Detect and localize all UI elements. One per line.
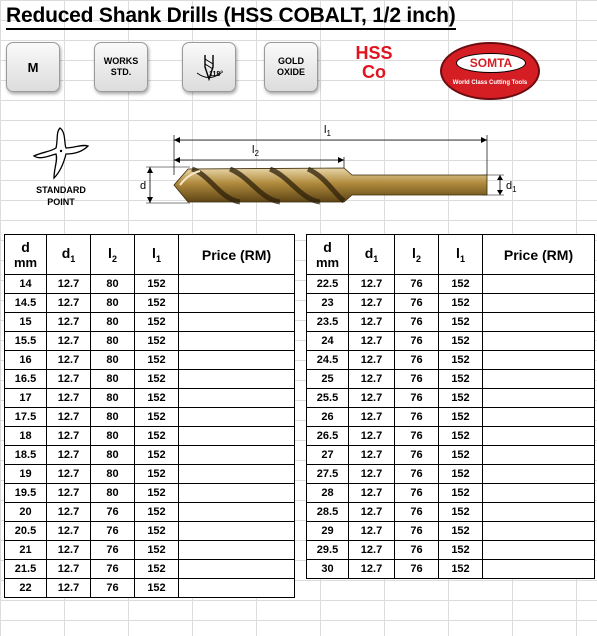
cell-d1: 12.7 [349, 541, 395, 560]
table-row [307, 503, 595, 522]
table-row [5, 503, 295, 522]
cell-l1: 152 [439, 351, 483, 370]
table-row [5, 522, 295, 541]
cell-d1: 12.7 [349, 503, 395, 522]
cell-l1: 152 [135, 465, 179, 484]
table-row [5, 389, 295, 408]
table-row [307, 275, 595, 294]
badge-point-angle-label: 118° [208, 71, 224, 78]
cell-price[interactable] [483, 408, 595, 427]
cell-d1: 12.7 [349, 408, 395, 427]
cell-d1: 12.7 [47, 579, 91, 598]
table-row [307, 484, 595, 503]
cell-price[interactable] [179, 446, 295, 465]
dim-d: d [140, 180, 147, 192]
somta-logo-tagline: World Class Cutting Tools [452, 80, 528, 86]
dim-l1: $l_1$ [324, 124, 331, 139]
cell-l2: 76 [395, 465, 439, 484]
left-rows [5, 275, 295, 598]
cell-price[interactable] [179, 465, 295, 484]
cell-l1: 152 [135, 579, 179, 598]
cell-l2: 80 [91, 446, 135, 465]
cell-d1: 12.7 [349, 389, 395, 408]
cell-l2: 76 [395, 408, 439, 427]
cell-price[interactable] [483, 294, 595, 313]
table-header-row [5, 235, 295, 275]
table-row [307, 370, 595, 389]
table-row [307, 560, 595, 579]
cell-l1: 152 [439, 465, 483, 484]
cell-d: 27.5 [307, 465, 349, 484]
cell-d1: 12.7 [47, 541, 91, 560]
cell-d: 18 [5, 427, 47, 446]
cell-price[interactable] [179, 332, 295, 351]
table-row [5, 560, 295, 579]
cell-d1: 12.7 [349, 313, 395, 332]
cell-price[interactable] [179, 560, 295, 579]
cell-l1: 152 [439, 294, 483, 313]
somta-logo [440, 42, 540, 100]
cell-d1: 12.7 [349, 275, 395, 294]
table-row [5, 446, 295, 465]
cell-d1: 12.7 [349, 351, 395, 370]
cell-l2: 76 [395, 332, 439, 351]
table-row [5, 351, 295, 370]
cell-l1: 152 [135, 484, 179, 503]
table-row [5, 408, 295, 427]
cell-price[interactable] [179, 351, 295, 370]
cell-l2: 76 [395, 351, 439, 370]
cell-l2: 80 [91, 389, 135, 408]
badge-point-angle [182, 42, 236, 92]
cell-l1: 152 [135, 294, 179, 313]
hss-co-line1: HSS [355, 43, 393, 63]
cell-l2: 80 [91, 427, 135, 446]
cell-d: 21.5 [5, 560, 47, 579]
cell-l2: 80 [91, 294, 135, 313]
table-header-row [307, 235, 595, 275]
badge-gold-oxide [264, 42, 318, 92]
cell-l1: 152 [135, 446, 179, 465]
col-d1: $d_1$ [47, 235, 91, 275]
cell-l1: 152 [135, 503, 179, 522]
table-row [307, 522, 595, 541]
cell-price[interactable] [483, 332, 595, 351]
cell-l1: 152 [439, 522, 483, 541]
dim-d1: $d_1$ [506, 180, 517, 195]
cell-d1: 12.7 [47, 465, 91, 484]
cell-d: 30 [307, 560, 349, 579]
col-l1: $l_1$ [439, 235, 483, 275]
cell-d1: 12.7 [349, 427, 395, 446]
cell-d1: 12.7 [47, 294, 91, 313]
cell-d: 28 [307, 484, 349, 503]
cell-l1: 152 [439, 503, 483, 522]
cell-l2: 80 [91, 484, 135, 503]
cell-d1: 12.7 [349, 465, 395, 484]
somta-logo-name: SOMTA [456, 53, 526, 73]
cell-l1: 152 [439, 560, 483, 579]
cell-price[interactable] [483, 370, 595, 389]
cell-price[interactable] [483, 503, 595, 522]
cell-price[interactable] [483, 484, 595, 503]
cell-price[interactable] [483, 275, 595, 294]
cell-d1: 12.7 [47, 313, 91, 332]
cell-d: 21 [5, 541, 47, 560]
cell-price[interactable] [483, 351, 595, 370]
cell-l2: 76 [395, 484, 439, 503]
table-row [5, 541, 295, 560]
cell-price[interactable] [483, 427, 595, 446]
table-row [5, 370, 295, 389]
standard-point-label: STANDARD POINT [36, 185, 86, 207]
cell-l2: 76 [91, 560, 135, 579]
badge-works-std [94, 42, 148, 92]
cell-l2: 76 [395, 560, 439, 579]
cell-d: 16.5 [5, 370, 47, 389]
cell-l2: 80 [91, 408, 135, 427]
cell-l1: 152 [135, 351, 179, 370]
cell-d: 24 [307, 332, 349, 351]
cell-l1: 152 [135, 560, 179, 579]
col-l2: $l_2$ [395, 235, 439, 275]
table-row [307, 427, 595, 446]
cell-d1: 12.7 [349, 522, 395, 541]
drill-table-right [306, 234, 595, 579]
table-row [5, 332, 295, 351]
cell-l1: 152 [135, 389, 179, 408]
col-d: d mm [307, 235, 349, 275]
cell-d1: 12.7 [47, 389, 91, 408]
cell-l2: 80 [91, 332, 135, 351]
col-d: d mm [5, 235, 47, 275]
cell-d1: 12.7 [47, 560, 91, 579]
cell-d1: 12.7 [47, 370, 91, 389]
cell-l2: 76 [395, 446, 439, 465]
cell-price[interactable] [179, 427, 295, 446]
table-row [307, 389, 595, 408]
cell-d: 23 [307, 294, 349, 313]
page-title: Reduced Shank Drills (HSS COBALT, 1/2 inch) [6, 4, 456, 30]
cell-l2: 80 [91, 370, 135, 389]
cell-price[interactable] [483, 465, 595, 484]
table-row [307, 408, 595, 427]
cell-l1: 152 [439, 275, 483, 294]
badge-m [6, 42, 60, 92]
cell-d: 24.5 [307, 351, 349, 370]
cell-d1: 12.7 [47, 522, 91, 541]
cell-d: 26.5 [307, 427, 349, 446]
cell-price[interactable] [179, 579, 295, 598]
badge-gold-oxide-label: GOLD OXIDE [276, 56, 305, 77]
cell-price[interactable] [483, 522, 595, 541]
hss-co-line2: Co [362, 62, 386, 82]
cell-l1: 152 [439, 446, 483, 465]
cell-price[interactable] [179, 294, 295, 313]
cell-price[interactable] [179, 389, 295, 408]
cell-d: 19 [5, 465, 47, 484]
cell-price[interactable] [179, 275, 295, 294]
cell-d1: 12.7 [47, 484, 91, 503]
cell-d1: 12.7 [47, 446, 91, 465]
cell-d: 17.5 [5, 408, 47, 427]
table-row [5, 427, 295, 446]
cell-l2: 76 [395, 389, 439, 408]
cell-d1: 12.7 [349, 332, 395, 351]
cell-l1: 152 [439, 427, 483, 446]
drill-table-left [4, 234, 295, 598]
cell-l1: 152 [439, 408, 483, 427]
cell-l2: 76 [395, 541, 439, 560]
cell-l1: 152 [135, 541, 179, 560]
table-row [307, 351, 595, 370]
col-l2: $l_2$ [91, 235, 135, 275]
cell-d: 19.5 [5, 484, 47, 503]
cell-l2: 76 [395, 370, 439, 389]
cell-d: 16 [5, 351, 47, 370]
cell-d: 27 [307, 446, 349, 465]
cell-l2: 76 [395, 275, 439, 294]
cell-l1: 152 [439, 484, 483, 503]
cell-price[interactable] [483, 541, 595, 560]
dim-l2: $l_2$ [252, 144, 259, 159]
cell-d1: 12.7 [47, 351, 91, 370]
cell-d: 18.5 [5, 446, 47, 465]
cell-l2: 76 [91, 579, 135, 598]
cell-d: 29 [307, 522, 349, 541]
cell-price[interactable] [483, 560, 595, 579]
cell-d1: 12.7 [349, 484, 395, 503]
badge-works-std-label: WORKS STD. [103, 56, 139, 77]
cell-price[interactable] [179, 541, 295, 560]
cell-l2: 76 [395, 522, 439, 541]
table-row [5, 579, 295, 598]
cell-d1: 12.7 [47, 332, 91, 351]
table-row [5, 484, 295, 503]
cell-l2: 76 [395, 294, 439, 313]
cell-l1: 152 [439, 389, 483, 408]
right-rows [307, 275, 595, 579]
table-row [307, 332, 595, 351]
cell-d: 14.5 [5, 294, 47, 313]
table-row [307, 294, 595, 313]
cell-l1: 152 [439, 313, 483, 332]
col-l1: $l_1$ [135, 235, 179, 275]
table-row [307, 313, 595, 332]
cell-price[interactable] [483, 389, 595, 408]
cell-d1: 12.7 [47, 427, 91, 446]
badge-m-label: M [27, 59, 39, 75]
table-row [5, 313, 295, 332]
cell-d1: 12.7 [349, 560, 395, 579]
table-row [307, 465, 595, 484]
cell-d: 20.5 [5, 522, 47, 541]
cell-d: 17 [5, 389, 47, 408]
standard-point-drawing [30, 122, 92, 182]
cell-d: 15.5 [5, 332, 47, 351]
cell-d1: 12.7 [349, 446, 395, 465]
cell-price[interactable] [179, 408, 295, 427]
cell-l1: 152 [439, 332, 483, 351]
cell-d1: 12.7 [47, 408, 91, 427]
cell-l2: 80 [91, 465, 135, 484]
cell-l2: 76 [91, 503, 135, 522]
col-price: Price (RM) [179, 235, 295, 275]
table-row [5, 294, 295, 313]
cell-l2: 76 [395, 427, 439, 446]
cell-d: 22 [5, 579, 47, 598]
cell-l2: 76 [91, 522, 135, 541]
hss-co-logo [354, 44, 394, 82]
cell-d1: 12.7 [349, 294, 395, 313]
cell-d: 26 [307, 408, 349, 427]
cell-d: 29.5 [307, 541, 349, 560]
cell-d: 25 [307, 370, 349, 389]
cell-price[interactable] [179, 522, 295, 541]
cell-l1: 152 [135, 408, 179, 427]
cell-l2: 76 [395, 313, 439, 332]
table-row [307, 446, 595, 465]
cell-d1: 12.7 [47, 275, 91, 294]
cell-l1: 152 [135, 427, 179, 446]
cell-l1: 152 [439, 541, 483, 560]
cell-d: 15 [5, 313, 47, 332]
cell-l2: 80 [91, 351, 135, 370]
table-row [307, 541, 595, 560]
col-d1: $d_1$ [349, 235, 395, 275]
cell-l1: 152 [135, 313, 179, 332]
cell-price[interactable] [179, 484, 295, 503]
cell-d: 20 [5, 503, 47, 522]
cell-l1: 152 [135, 522, 179, 541]
cell-d: 14 [5, 275, 47, 294]
table-row [5, 465, 295, 484]
cell-price[interactable] [179, 370, 295, 389]
cell-d: 22.5 [307, 275, 349, 294]
cell-price[interactable] [179, 313, 295, 332]
cell-d: 28.5 [307, 503, 349, 522]
cell-price[interactable] [483, 446, 595, 465]
cell-l2: 80 [91, 313, 135, 332]
cell-l2: 76 [91, 541, 135, 560]
cell-d: 25.5 [307, 389, 349, 408]
col-price: Price (RM) [483, 235, 595, 275]
cell-l1: 152 [439, 370, 483, 389]
cell-price[interactable] [483, 313, 595, 332]
cell-d1: 12.7 [349, 370, 395, 389]
table-row [5, 275, 295, 294]
cell-l1: 152 [135, 275, 179, 294]
cell-d: 23.5 [307, 313, 349, 332]
cell-l1: 152 [135, 370, 179, 389]
cell-l1: 152 [135, 332, 179, 351]
cell-d1: 12.7 [47, 503, 91, 522]
cell-l2: 80 [91, 275, 135, 294]
cell-l2: 76 [395, 503, 439, 522]
cell-price[interactable] [179, 503, 295, 522]
